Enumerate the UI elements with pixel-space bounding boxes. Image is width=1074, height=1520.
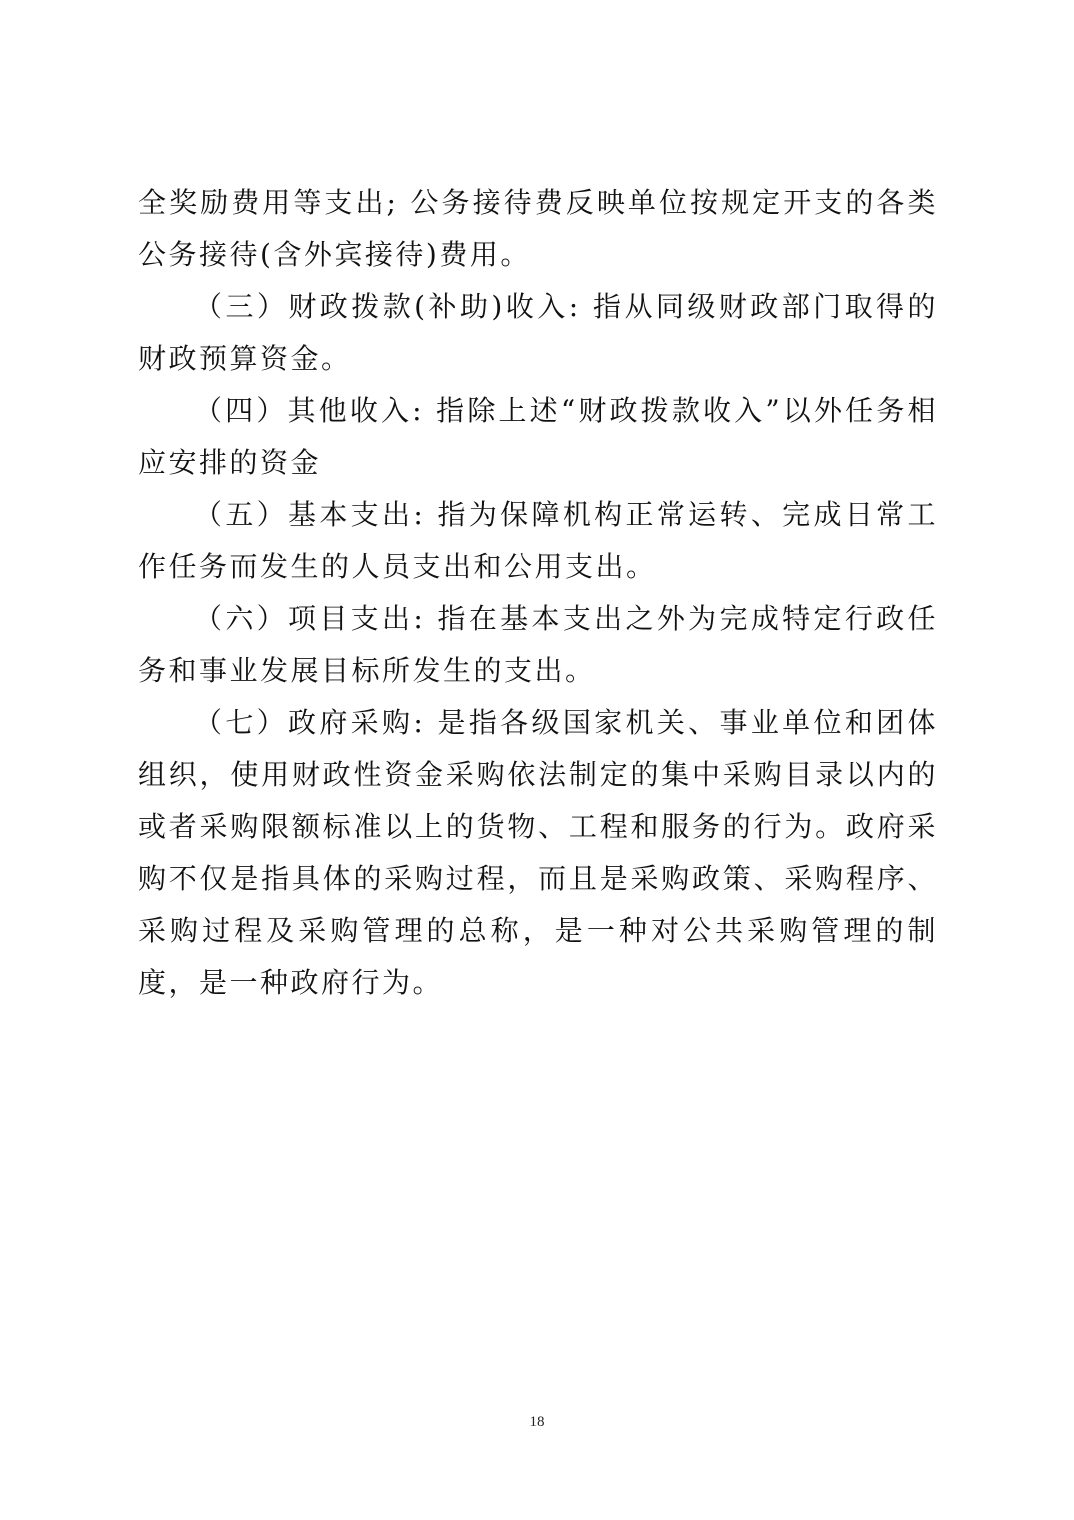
paragraph-fiscal-appropriation-income: （三）财政拨款(补助)收入: 指从同级财政部门取得的财政预算资金。: [138, 290, 938, 375]
paragraph-government-procurement: （七）政府采购: 是指各级国家机关、事业单位和团体组织，使用财政性资金采购依法制定的集中采购目录以内的或者采购限额标准以上的货物、工程和服务的行为。政府采购不仅是指具体的采购过程，而且是采购政策、采购程序、采购过程及采购管理的总称，是一种对公共采购管理的制度，是一种政府行为。: [138, 706, 938, 999]
paragraph-other-income: （四）其他收入: 指除上述“财政拨款收入”以外任务相应安排的资金: [138, 394, 938, 479]
body-text: [138, 177, 938, 1009]
paragraph-basic-expenditure: （五）基本支出: 指为保障机构正常运转、完成日常工作任务而发生的人员支出和公用支出。: [138, 498, 938, 583]
paragraph-project-expenditure: （六）项目支出: 指在基本支出之外为完成特定行政任务和事业发展目标所发生的支出。: [138, 602, 938, 687]
paragraph-continuation: 全奖励费用等支出; 公务接待费反映单位按规定开支的各类公务接待(含外宾接待)费用。: [138, 186, 938, 271]
page-number: 18: [529, 1414, 545, 1430]
